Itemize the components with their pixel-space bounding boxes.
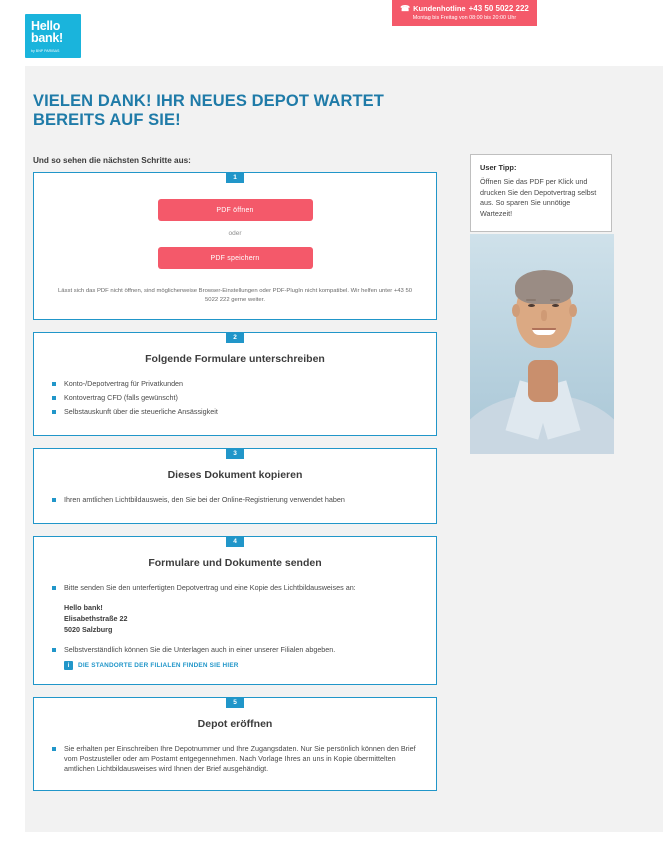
documents-to-copy-list xyxy=(48,495,422,509)
hello-bank-logo[interactable] xyxy=(25,14,81,58)
send-documents-list xyxy=(48,583,422,595)
photo-eye-left xyxy=(528,304,535,307)
step-title-3: Dieses Dokument kopieren xyxy=(167,469,303,481)
step-card-1 xyxy=(33,172,437,320)
photo-hair xyxy=(515,270,573,304)
branch-locations-link[interactable] xyxy=(64,661,422,670)
info-icon: i xyxy=(64,661,73,670)
list-item: Ihren amtlichen Lichtbildausweis, den Sie bei der Online-Registrierung verwendet haben xyxy=(52,495,422,509)
address-line: 5020 Salzburg xyxy=(64,625,113,634)
forms-to-sign-list xyxy=(48,379,422,421)
logo-line-2: bank! xyxy=(31,31,63,45)
step-card-2 xyxy=(33,332,437,436)
step-title-5: Depot eröffnen xyxy=(197,718,273,730)
logo-tagline: by BNP PARIBAS xyxy=(31,49,60,53)
step-card-4 xyxy=(33,536,437,685)
list-item: Sie erhalten per Einschreiben Ihre Depotnummer und Ihre Zugangsdaten. Nur Sie persönlich können den Brief vom Postzusteller oder am Postamt entgegennehmen. Nach Vorlage Ihres an uns in Kopie übermittelten amtlichen Lichtbildausweises wird Ihnen der Brief ausgehändigt. xyxy=(52,744,422,776)
branch-dropoff-list xyxy=(48,645,422,657)
smiling-man-photo xyxy=(470,234,614,454)
list-item: Selbstauskunft über die steuerliche Ansässigkeit xyxy=(52,407,422,421)
list-item: Konto-/Depotvertrag für Privatkunden xyxy=(52,379,422,393)
pdf-help-note: Lässt sich das PDF nicht öffnen, sind möglicherweise Browser-Einstellungen oder PDF-PlugIn nicht kompatibel. Wir helfen unter +43 50 5022 222 gerne weiter. xyxy=(58,288,412,303)
photo-ear-right xyxy=(569,304,577,317)
postal-address xyxy=(64,602,422,635)
open-depot-list xyxy=(48,744,422,776)
step-title-4: Formulare und Dokumente senden xyxy=(148,557,322,569)
hotline-banner xyxy=(392,0,537,26)
step-badge-2: 2 xyxy=(226,332,244,343)
left-gutter xyxy=(0,66,25,850)
phone-icon: ☎ xyxy=(400,3,411,13)
photo-ear-left xyxy=(512,304,520,317)
photo-eye-right xyxy=(552,304,559,307)
logo-line-1: Hello xyxy=(31,19,61,33)
list-item: Selbstverständlich können Sie die Unterlagen auch in einer unserer Filialen abgeben. xyxy=(52,645,422,657)
list-item: Bitte senden Sie den unterfertigten Depotvertrag und eine Kopie des Lichtbildausweises an: xyxy=(52,583,422,595)
page-header xyxy=(0,0,663,66)
photo-neck xyxy=(528,360,558,402)
step-badge-3: 3 xyxy=(226,448,244,459)
sidebar xyxy=(445,66,663,850)
photo-brow-right xyxy=(550,299,560,301)
page-title: VIELEN DANK! IHR NEUES DEPOT WARTET BEREITS AUF SIE! xyxy=(33,92,384,129)
list-item: Kontovertrag CFD (falls gewünscht) xyxy=(52,393,422,407)
hotline-number[interactable]: +43 50 5022 222 xyxy=(468,4,529,13)
step-card-5 xyxy=(33,697,437,791)
photo-brow-left xyxy=(526,299,536,301)
save-pdf-button[interactable]: PDF speichern xyxy=(158,247,313,269)
or-separator-label: oder xyxy=(228,230,242,237)
user-tip-body: Öffnen Sie das PDF per Klick und drucken Sie den Depotvertrag selbst aus. So sparen Sie unnötige Wartezeit! xyxy=(480,177,597,218)
step-badge-5: 5 xyxy=(226,697,244,708)
hotline-row xyxy=(398,4,531,13)
step-badge-1: 1 xyxy=(226,172,244,183)
photo-nose xyxy=(541,310,547,321)
open-pdf-button[interactable]: PDF öffnen xyxy=(158,199,313,221)
intro-text: Und so sehen die nächsten Schritte aus: xyxy=(33,156,191,165)
hotline-hours: Montag bis Freitag von 08:00 bis 20:00 Uhr xyxy=(412,15,517,21)
user-tip-title: User Tipp: xyxy=(480,163,517,172)
main-content xyxy=(25,66,445,850)
branch-locations-link-label: DIE STANDORTE DER FILIALEN FINDEN SIE HIER xyxy=(78,662,239,669)
page-body xyxy=(0,66,663,850)
address-line: Hello bank! xyxy=(64,603,103,612)
photo-mouth xyxy=(532,328,556,335)
hotline-label: Kundenhotline xyxy=(413,4,466,13)
user-tip-box xyxy=(470,154,612,232)
step-badge-4: 4 xyxy=(226,536,244,547)
footer-strip xyxy=(0,832,663,850)
step-title-2: Folgende Formulare unterschreiben xyxy=(145,353,325,365)
address-line: Elisabethstraße 22 xyxy=(64,614,128,623)
step-card-3 xyxy=(33,448,437,524)
